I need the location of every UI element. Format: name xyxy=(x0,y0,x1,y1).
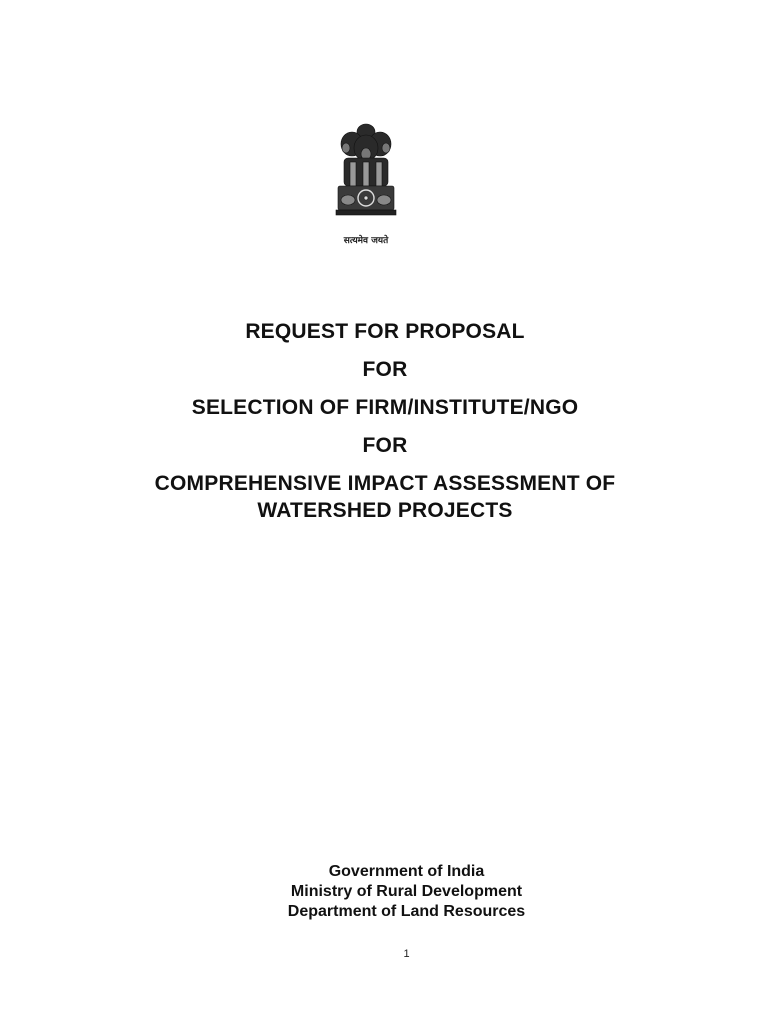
document-title xyxy=(0,318,770,524)
footer-ministry: Ministry of Rural Development xyxy=(290,883,523,900)
page-number: 1 xyxy=(403,948,410,960)
emblem-motto: सत्यमेव जयते xyxy=(343,236,389,246)
title-line-1: REQUEST FOR PROPOSAL xyxy=(245,320,525,343)
title-line-4: FOR xyxy=(362,434,408,457)
footer-government: Government of India xyxy=(328,863,485,880)
footer-department: Department of Land Resources xyxy=(287,903,526,920)
title-line-3: SELECTION OF FIRM/INSTITUTE/NGO xyxy=(191,396,579,419)
title-line-6: WATERSHED PROJECTS xyxy=(257,499,513,522)
issuing-authority xyxy=(0,862,770,922)
state-emblem-icon xyxy=(326,118,406,250)
title-line-5: COMPREHENSIVE IMPACT ASSESSMENT OF xyxy=(154,472,616,495)
title-line-2: FOR xyxy=(362,358,408,381)
